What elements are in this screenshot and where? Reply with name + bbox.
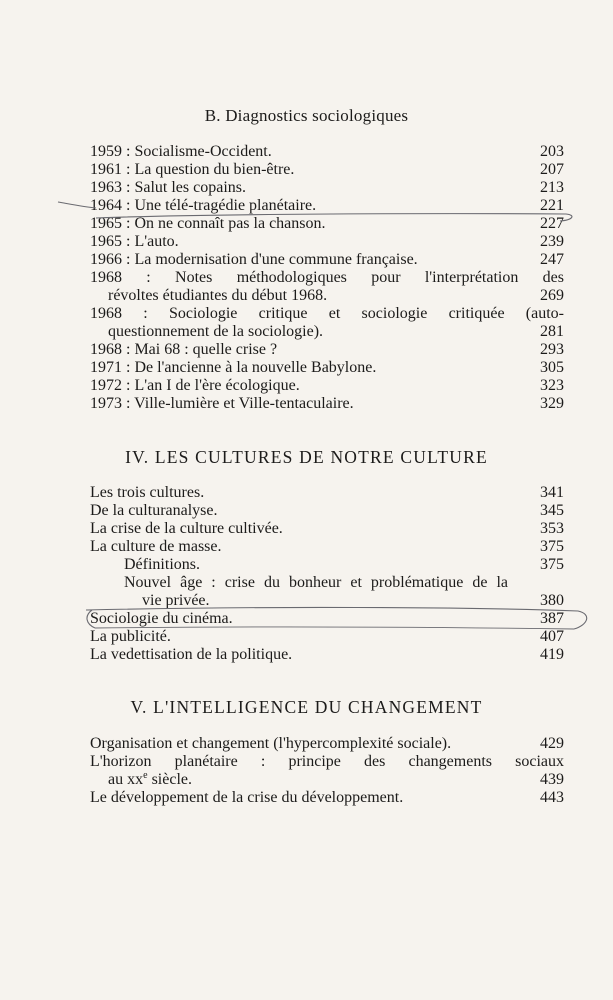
toc-entry: Organisation et changement (l'hypercomplexité sociale). 429 — [90, 735, 564, 752]
toc-entry: 1964 : Une télé-tragédie planétaire. 221 — [90, 197, 564, 214]
toc-entry: 1965 : On ne connaît pas la chanson. 227 — [90, 215, 564, 232]
toc-entry-continuation: au $xx^e$ siècle. 439 — [108, 770, 564, 788]
subsection-heading: B. Diagnostics sociologiques — [204, 106, 409, 125]
pencil-underline-1965 — [96, 214, 572, 221]
toc-entry: 1968 : Notes méthodologiques pour l'interprétation des — [90, 269, 564, 286]
toc-subentry-continuation: vie privée. 380 — [142, 592, 564, 609]
toc-entry: 1966 : La modernisation d'une commune française. 247 — [90, 251, 564, 268]
toc-entry: 1968 : Sociologie critique et sociologie critiquée (auto- — [90, 305, 564, 322]
toc-entry: La crise de la culture cultivée. 353 — [90, 520, 564, 537]
toc-entry: De la culturanalyse. 345 — [90, 502, 564, 519]
toc-entry: 1965 : L'auto. 239 — [90, 233, 564, 250]
toc-entry: La vedettisation de la politique. 419 — [90, 646, 564, 663]
toc-subentry: Définitions. 375 — [124, 556, 564, 573]
toc-entry: La publicité. 407 — [90, 628, 564, 645]
toc-entry: 1971 : De l'ancienne à la nouvelle Babylone. 305 — [90, 359, 564, 376]
toc-entry: Le développement de la crise du développement. 443 — [90, 789, 564, 806]
toc-entry: 1963 : Salut les copains. 213 — [90, 179, 564, 196]
section-title: V. L'INTELLIGENCE DU CHANGEMENT — [130, 697, 483, 717]
toc-entry-continuation: révoltes étudiantes du début 1968. 269 — [108, 287, 564, 304]
toc-entry: 1959 : Socialisme-Occident. 203 — [90, 143, 564, 160]
toc-entry: 1961 : La question du bien-être. 207 — [90, 161, 564, 178]
toc-entry: 1972 : L'an I de l'ère écologique. 323 — [90, 377, 564, 394]
pencil-bracket-cinema — [86, 607, 587, 629]
pencil-underline-1964 — [58, 202, 96, 208]
toc-entry: La culture de masse. 375 — [90, 538, 564, 555]
toc-entry: 1973 : Ville-lumière et Ville-tentaculaire. 329 — [90, 395, 564, 412]
section-title: IV. LES CULTURES DE NOTRE CULTURE — [125, 447, 488, 467]
toc-entry: 1968 : Mai 68 : quelle crise ? 293 — [90, 341, 564, 358]
toc-entry: Sociologie du cinéma. 387 — [90, 610, 564, 627]
toc-entry: Les trois cultures. 341 — [90, 484, 564, 501]
toc-subentry: Nouvel âge : crise du bonheur et problématique de la — [124, 574, 508, 591]
toc-entry-continuation: questionnement de la sociologie). 281 — [108, 323, 564, 340]
toc-entry: L'horizon planétaire : principe des changements sociaux — [90, 753, 564, 770]
pencil-bracket-cinema-lower — [95, 627, 574, 629]
